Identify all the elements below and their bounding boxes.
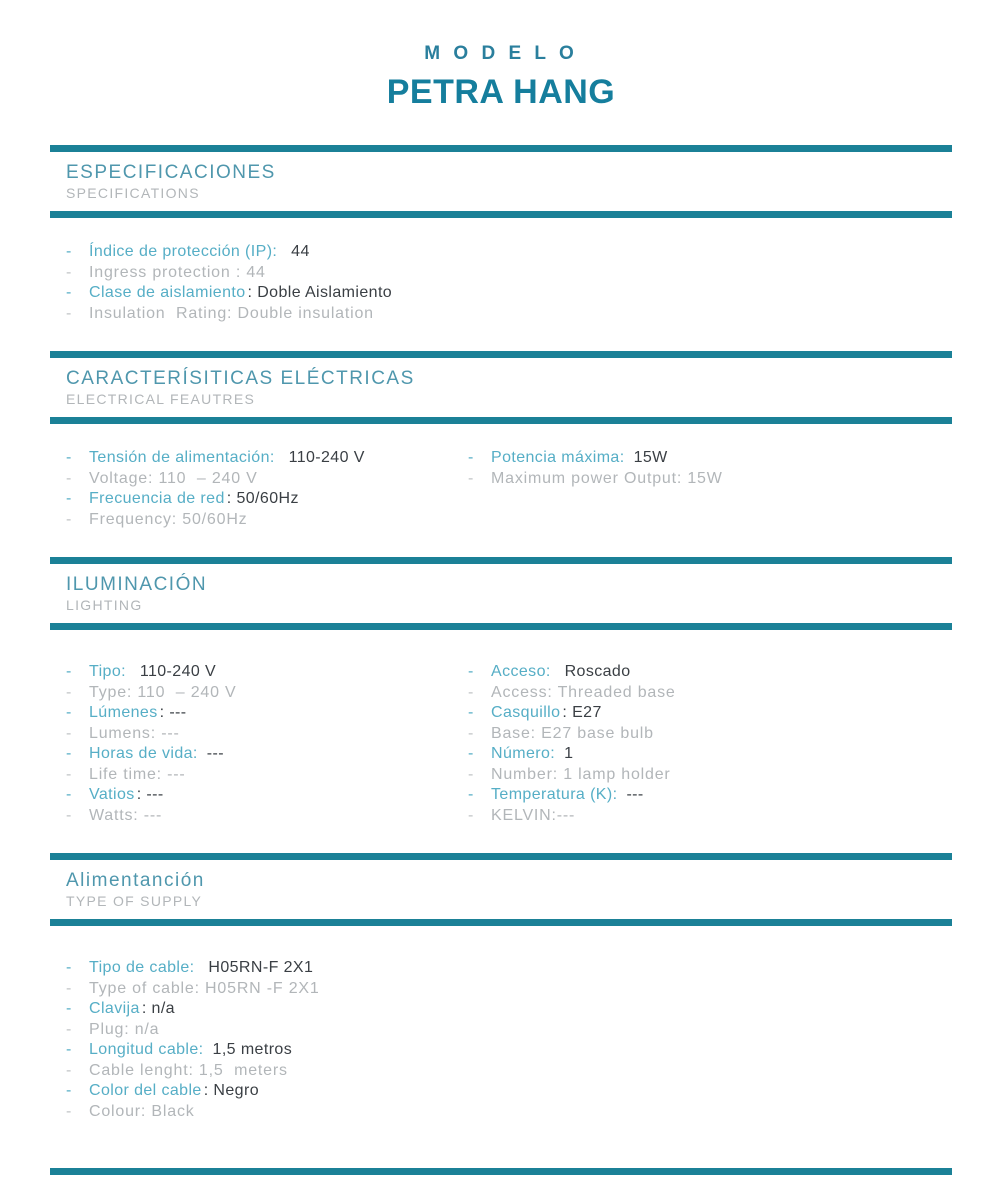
spec-label: Temperatura (K): xyxy=(491,786,618,803)
dash-bullet: - xyxy=(66,724,72,742)
spec-row xyxy=(65,1040,952,1061)
section-divider xyxy=(50,351,952,358)
spec-row xyxy=(467,785,952,806)
dash-bullet: - xyxy=(66,1020,72,1038)
spec-row-translation xyxy=(65,979,952,1000)
spec-row-translation xyxy=(467,806,952,827)
spec-label: Índice de protección (IP): xyxy=(89,243,278,260)
spec-row-translation xyxy=(65,1020,952,1041)
dash-bullet: - xyxy=(468,704,474,721)
spec-row xyxy=(467,744,952,765)
section-subheading: ELECTRICAL FEAUTRES xyxy=(66,391,256,407)
spec-translation: Insulation Rating: Double insulation xyxy=(89,304,374,322)
dash-bullet: - xyxy=(66,959,72,976)
spec-row-translation xyxy=(65,683,467,704)
spec-value: : --- xyxy=(136,786,164,803)
dash-bullet: - xyxy=(66,469,72,487)
spec-row xyxy=(65,1081,952,1102)
spec-row-translation xyxy=(467,765,952,786)
section-subheading: TYPE OF SUPPLY xyxy=(66,893,203,909)
spec-label: Horas de vida: xyxy=(89,745,198,762)
dash-bullet: - xyxy=(66,284,72,301)
model-label: M O D E L O xyxy=(424,43,578,64)
spec-list-alimentacion xyxy=(50,926,952,1122)
spec-translation: Type of cable: H05RN -F 2X1 xyxy=(89,979,320,997)
dash-bullet: - xyxy=(66,704,72,721)
dash-bullet: - xyxy=(66,745,72,762)
spec-translation: Maximum power Output: 15W xyxy=(491,469,723,487)
section-subheading: SPECIFICATIONS xyxy=(66,185,200,201)
dash-bullet: - xyxy=(66,304,72,322)
dash-bullet: - xyxy=(66,263,72,281)
section-subheading: LIGHTING xyxy=(66,597,143,613)
spec-label: Frecuencia de red xyxy=(89,490,225,507)
dash-bullet: - xyxy=(66,1000,72,1017)
spec-translation: Type: 110 – 240 V xyxy=(89,683,237,701)
section-heading: Alimentanción xyxy=(66,870,205,891)
dash-bullet: - xyxy=(468,663,474,680)
spec-list-iluminacion xyxy=(50,630,952,853)
spec-column-left xyxy=(65,662,467,826)
section-divider xyxy=(50,623,952,630)
spec-row xyxy=(65,283,952,304)
spec-translation: Ingress protection : 44 xyxy=(89,263,266,281)
dash-bullet: - xyxy=(468,745,474,762)
section-heading: ESPECIFICACIONES xyxy=(66,162,276,183)
dash-bullet: - xyxy=(468,765,474,783)
dash-bullet: - xyxy=(66,663,72,680)
section-divider xyxy=(50,1168,952,1175)
section-divider xyxy=(50,211,952,218)
spec-column-right xyxy=(467,662,952,826)
dash-bullet: - xyxy=(66,1041,72,1058)
spec-value: 1,5 metros xyxy=(212,1041,293,1058)
spec-label: Casquillo xyxy=(491,704,561,721)
dash-bullet: - xyxy=(66,243,72,260)
spec-label: Tipo: xyxy=(89,663,126,680)
spec-row-translation xyxy=(65,263,952,284)
section-divider xyxy=(50,853,952,860)
spec-row xyxy=(467,448,952,469)
spec-translation: Lumens: --- xyxy=(89,724,180,742)
spec-value: 1 xyxy=(564,745,574,762)
spec-label: Número: xyxy=(491,745,556,762)
dash-bullet: - xyxy=(66,510,72,528)
dash-bullet: - xyxy=(66,786,72,803)
dash-bullet: - xyxy=(66,449,72,466)
spec-label: Vatios xyxy=(89,786,135,803)
section-header-iluminacion xyxy=(50,564,952,623)
spec-row-translation xyxy=(65,1102,952,1123)
spec-value: : Doble Aislamiento xyxy=(247,284,393,301)
dash-bullet: - xyxy=(66,806,72,824)
spec-value: --- xyxy=(206,745,224,762)
spec-row-translation xyxy=(65,469,467,490)
spec-value: 110-240 V xyxy=(134,663,217,680)
spec-row-translation xyxy=(65,765,467,786)
spec-row xyxy=(65,999,952,1020)
spec-label: Longitud cable: xyxy=(89,1041,204,1058)
dash-bullet: - xyxy=(66,979,72,997)
section-header-electricas xyxy=(50,358,952,417)
dash-bullet: - xyxy=(66,683,72,701)
section-divider xyxy=(50,919,952,926)
spec-value: Roscado xyxy=(559,663,631,680)
dash-bullet: - xyxy=(468,786,474,803)
spec-row-translation xyxy=(65,510,467,531)
spec-value: : n/a xyxy=(141,1000,175,1017)
section-header-especificaciones xyxy=(50,152,952,211)
dash-bullet: - xyxy=(66,1102,72,1120)
sheet-content xyxy=(50,145,952,1175)
spec-value: : --- xyxy=(159,704,187,721)
dash-bullet: - xyxy=(468,449,474,466)
spec-row xyxy=(65,744,467,765)
spec-list-especificaciones xyxy=(50,218,952,351)
spec-label: Color del cable xyxy=(89,1082,202,1099)
spec-translation: Watts: --- xyxy=(89,806,163,824)
spec-list-electricas xyxy=(50,424,952,557)
section-heading: ILUMINACIÓN xyxy=(66,574,208,595)
spec-translation: Number: 1 lamp holder xyxy=(491,765,671,783)
spec-label: Tensión de alimentación: xyxy=(89,449,275,466)
spec-row xyxy=(65,242,952,263)
dash-bullet: - xyxy=(468,724,474,742)
spec-column-right xyxy=(467,448,952,530)
spec-translation: Colour: Black xyxy=(89,1102,195,1120)
spec-label: Acceso: xyxy=(491,663,551,680)
spec-row-translation xyxy=(65,724,467,745)
spec-column-left xyxy=(65,448,467,530)
section-divider xyxy=(50,145,952,152)
spec-translation: KELVIN:--- xyxy=(491,806,576,824)
spec-value: : 50/60Hz xyxy=(226,490,299,507)
spec-row xyxy=(65,703,467,724)
dash-bullet: - xyxy=(66,490,72,507)
section-heading: CARACTERÍSITICAS ELÉCTRICAS xyxy=(66,368,415,389)
spec-row xyxy=(65,958,952,979)
spec-value: 44 xyxy=(286,243,310,260)
spec-row xyxy=(65,785,467,806)
spec-row xyxy=(467,703,952,724)
spec-row xyxy=(65,489,467,510)
spec-row-translation xyxy=(467,469,952,490)
spec-value: --- xyxy=(626,786,644,803)
dash-bullet: - xyxy=(468,469,474,487)
spec-label: Tipo de cable: xyxy=(89,959,195,976)
spec-row-translation xyxy=(467,724,952,745)
spec-value: 15W xyxy=(633,449,668,466)
spec-row-translation xyxy=(65,304,952,325)
dash-bullet: - xyxy=(66,1061,72,1079)
spec-translation: Life time: --- xyxy=(89,765,186,783)
dash-bullet: - xyxy=(468,683,474,701)
spec-label: Lúmenes xyxy=(89,704,158,721)
spec-translation: Access: Threaded base xyxy=(491,683,676,701)
spec-label: Potencia máxima: xyxy=(491,449,625,466)
product-name: PETRA HANG xyxy=(386,73,616,111)
spec-value: : E27 xyxy=(562,704,602,721)
spec-row xyxy=(467,662,952,683)
spec-row xyxy=(65,662,467,683)
spec-label: Clavija xyxy=(89,1000,140,1017)
spec-row-translation xyxy=(467,683,952,704)
dash-bullet: - xyxy=(66,1082,72,1099)
section-divider xyxy=(50,557,952,564)
spec-translation: Voltage: 110 – 240 V xyxy=(89,469,258,487)
spec-translation: Cable lenght: 1,5 meters xyxy=(89,1061,288,1079)
spec-row xyxy=(65,448,467,469)
spec-value: H05RN-F 2X1 xyxy=(203,959,314,976)
section-divider xyxy=(50,417,952,424)
spec-label: Clase de aislamiento xyxy=(89,284,246,301)
section-header-alimentacion xyxy=(50,860,952,919)
spec-row-translation xyxy=(65,806,467,827)
spec-value: 110-240 V xyxy=(283,449,365,466)
spec-row-translation xyxy=(65,1061,952,1082)
spec-translation: Plug: n/a xyxy=(89,1020,160,1038)
dash-bullet: - xyxy=(468,806,474,824)
spec-translation: Frequency: 50/60Hz xyxy=(89,510,248,528)
spec-value: : Negro xyxy=(203,1082,260,1099)
dash-bullet: - xyxy=(66,765,72,783)
spec-translation: Base: E27 base bulb xyxy=(491,724,654,742)
